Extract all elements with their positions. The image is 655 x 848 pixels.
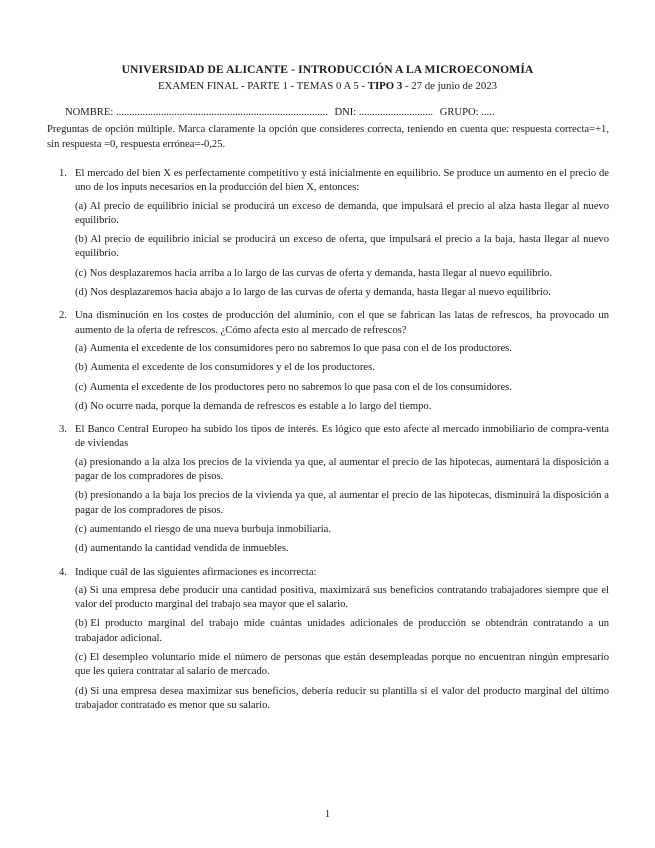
option-a[interactable] [75, 584, 609, 613]
option-text: Al precio de equilibrio inicial se producirá un exceso de demanda, que impulsará el precio al alza hasta llegar al nuevo equilibrio. [75, 200, 609, 226]
option-b[interactable] [75, 361, 609, 375]
question-text: El mercado del bien X es perfectamente competitivo y está inicialmente en equilibrio. Se produce un aumento en el precio de uno de los inputs necesarios en la producción del bien X, entonces: [75, 168, 609, 194]
nombre-field[interactable]: ................................................................................ [115, 107, 328, 118]
option-c[interactable] [75, 523, 609, 537]
option-c[interactable] [75, 651, 609, 680]
subtitle-suffix: - 27 de junio de 2023 [402, 80, 498, 92]
option-d[interactable] [75, 685, 609, 714]
question-3 [47, 423, 609, 556]
exam-subtitle [0, 80, 655, 92]
option-letter: (b) [75, 490, 88, 502]
option-text: Aumenta el excedente de los productores pero no sabremos lo que pasa con el de los consumidores. [89, 381, 512, 393]
option-text: Aumenta el excedente de los consumidores pero no sabremos lo que pasa con el de los productores. [89, 342, 512, 354]
question-text: El Banco Central Europeo ha subido los tipos de interés. Es lógico que esto afecte al mercado inmobiliario de compra-venta de viviendas [75, 424, 609, 450]
option-letter: (d) [75, 400, 88, 412]
option-letter: (d) [75, 685, 88, 697]
question-1 [47, 167, 609, 300]
question-text: Indique cuál de las siguientes afirmaciones es incorrecta: [75, 566, 317, 578]
dni-field[interactable]: ............................ [358, 107, 434, 118]
option-text: El producto marginal del trabajo mide cuántas unidades adicionales de producción se obtendrán contratando a un trabajador adicional. [75, 618, 609, 644]
question-list [47, 167, 609, 722]
option-b[interactable] [75, 617, 609, 646]
option-c[interactable] [75, 381, 609, 395]
option-text: aumentando la cantidad vendida de inmuebles. [90, 543, 289, 555]
question-2 [47, 309, 609, 414]
option-letter: (c) [75, 381, 87, 393]
option-letter: (d) [75, 543, 88, 555]
option-letter: (a) [75, 456, 87, 468]
option-text: aumentando el riesgo de una nueva burbuja inmobiliaria. [89, 523, 331, 535]
student-info-line [47, 107, 607, 118]
option-c[interactable] [75, 267, 609, 281]
option-letter: (a) [75, 342, 87, 354]
option-text: Nos desplazaremos hacia arriba a lo largo de las curvas de oferta y demanda, hasta llegar al nuevo equilibrio. [89, 267, 552, 279]
option-text: Al precio de equilibrio inicial se producirá un exceso de oferta, que impulsará el precio a la baja, hasta llegar al nuevo equilibrio. [75, 234, 609, 260]
option-letter: (c) [75, 652, 87, 664]
option-letter: (c) [75, 267, 87, 279]
page-number: 1 [324, 809, 331, 820]
option-letter: (b) [75, 362, 88, 374]
option-a[interactable] [75, 456, 609, 485]
question-number: 2. [59, 310, 67, 322]
option-letter: (b) [75, 234, 88, 246]
option-letter: (d) [75, 287, 88, 299]
grupo-field[interactable]: ..... [481, 107, 495, 118]
option-text: Aumenta el excedente de los consumidores y el de los productores. [90, 362, 375, 374]
option-text: presionando a la alza los precios de la vivienda ya que, al aumentar el precio de las hipotecas, aumentará la disposición a pagar de los compradores de pisos. [75, 456, 609, 483]
question-number: 3. [59, 424, 67, 436]
option-letter: (b) [75, 618, 88, 630]
dni-label: DNI: [334, 107, 357, 118]
option-letter: (a) [75, 584, 87, 596]
option-a[interactable] [75, 342, 609, 356]
option-b[interactable] [75, 489, 609, 518]
option-b[interactable] [75, 233, 609, 262]
option-d[interactable] [75, 286, 609, 300]
exam-title: UNIVERSIDAD DE ALICANTE - INTRODUCCIÓN A LA MICROECONOMÍA [121, 63, 534, 76]
grupo-label: GRUPO: [439, 107, 479, 118]
instructions: Preguntas de opción múltiple. Marca claramente la opción que consideres correcta, teniendo en cuenta que: respuesta correcta=+1, sin respuesta =0, respuesta errónea=-0,25. [47, 124, 609, 150]
question-number: 4. [59, 566, 67, 578]
subtitle-tipo: TIPO 3 [367, 80, 403, 92]
option-text: Si una empresa debe producir una cantidad positiva, maximizará sus beneficios contratando trabajadores siempre que el valor del producto marginal del trabajo sea mayor que el salario. [75, 584, 609, 611]
option-text: presionando a la baja los precios de la vivienda ya que, al aumentar el precio de las hipotecas, disminuirá la disposición a pagar de los compradores de pisos. [75, 490, 609, 516]
option-letter: (c) [75, 523, 87, 535]
subtitle-prefix: EXAMEN FINAL - PARTE 1 - TEMAS 0 A 5 - [157, 80, 368, 92]
option-text: No ocurre nada, porque la demanda de refrescos es estable a lo largo del tiempo. [90, 400, 432, 412]
option-d[interactable] [75, 542, 609, 556]
option-d[interactable] [75, 400, 609, 414]
question-4 [47, 566, 609, 714]
option-text: Nos desplazaremos hacia abajo a lo largo de las curvas de oferta y demanda, hasta llegar al nuevo equilibrio. [90, 287, 551, 299]
option-text: El desempleo voluntario mide el número de personas que están desempleadas porque no encuentran ningún empresario que les quiera contratar al salario de mercado. [75, 652, 609, 678]
question-text: Una disminución en los costes de producción del aluminio, con el que se fabrican las latas de refrescos, ha provocado un aumento de la oferta de refrescos. ¿Cómo afecta esto al mercado de refrescos? [75, 310, 609, 336]
nombre-label: NOMBRE: [65, 107, 114, 118]
option-a[interactable] [75, 200, 609, 229]
option-letter: (a) [75, 200, 87, 212]
question-number: 1. [59, 168, 67, 179]
option-text: Si una empresa desea maximizar sus beneficios, debería reducir su plantilla si el valor del producto marginal del último trabajador contratado es menor que su salario. [75, 685, 609, 711]
